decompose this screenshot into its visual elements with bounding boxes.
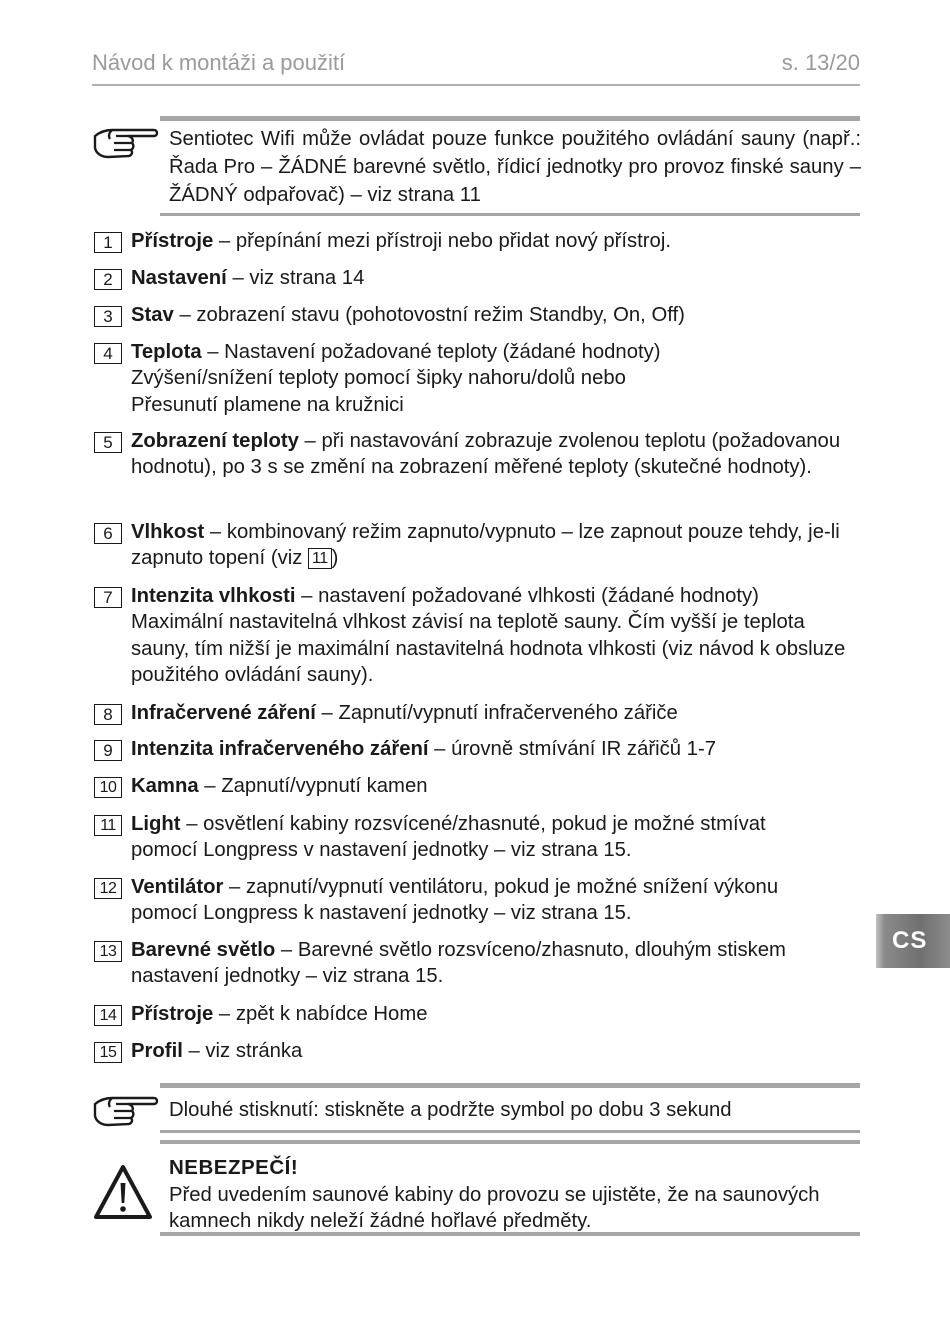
item-number: 15 — [94, 1042, 122, 1063]
pointing-hand-icon — [92, 1092, 160, 1130]
item-number: 2 — [94, 269, 122, 290]
hint-note-text: Sentiotec Wifi může ovládat pouze funkce použitého ovládání sauny (např.: Řada Pro – ŽÁDNÉ barevné světlo, řídicí jednotky pro provoz finské sauny – ŽÁDNÝ odpařovač) – viz strana 11 — [169, 128, 861, 206]
item-term: Zobrazení teploty — [131, 430, 299, 452]
item-number: 3 — [94, 306, 122, 327]
item-term: Teplota — [131, 341, 202, 363]
item-number: 7 — [94, 587, 122, 608]
item-term: Přístroje — [131, 230, 214, 252]
item-reference: 11 — [308, 548, 332, 569]
item-description: – zpět k nabídce Home — [213, 1003, 428, 1025]
item-number: 6 — [94, 523, 122, 544]
item-term: Přístroje — [131, 1003, 214, 1025]
danger-text: Před uvedením saunové kabiny do provozu se ujistěte, že na saunových kamnech nikdy neleží žádné hořlavé předměty. — [169, 1184, 820, 1232]
document-title: Návod k montáži a použití — [92, 50, 346, 75]
list-item — [94, 265, 864, 291]
list-item — [94, 1001, 864, 1027]
item-number: 8 — [94, 704, 122, 725]
list-item — [94, 736, 864, 762]
item-term: Ventilátor — [131, 876, 224, 898]
list-item — [94, 583, 856, 688]
item-number: 12 — [94, 878, 122, 899]
language-tab — [876, 914, 950, 968]
item-term: Infračervené záření — [131, 702, 316, 724]
item-term: Profil — [131, 1040, 183, 1062]
language-tab-label: CS — [892, 927, 928, 954]
longpress-note — [160, 1083, 860, 1133]
danger-title: NEBEZPEČÍ! — [169, 1156, 299, 1179]
item-term: Stav — [131, 304, 174, 326]
item-description: – osvětlení kabiny rozsvícené/zhasnuté, pokud je možné stmívat pomocí Longpress v nastavení jednotky – viz strana 15. — [131, 813, 766, 862]
item-term: Light — [131, 813, 181, 835]
list-item — [94, 937, 864, 990]
page-number: s. 13/20 — [781, 50, 860, 75]
list-item — [94, 228, 864, 254]
item-term: Nastavení — [131, 267, 227, 289]
item-description-end: ) — [331, 547, 339, 570]
item-number: 11 — [94, 815, 122, 836]
item-description-line: Přesunutí plamene na kružnici — [131, 393, 404, 416]
item-description: – zobrazení stavu (pohotovostní režim Standby, On, Off) — [173, 304, 685, 326]
item-description: – Nastavení požadované teploty (žádané hodnoty) — [201, 341, 661, 363]
danger-warning — [160, 1140, 860, 1236]
item-number: 5 — [94, 432, 122, 453]
item-term: Barevné světlo — [131, 939, 276, 961]
pointing-hand-icon — [92, 124, 160, 162]
item-number: 14 — [94, 1005, 122, 1026]
item-number: 1 — [94, 232, 122, 253]
list-item — [94, 302, 864, 328]
list-item — [94, 700, 864, 726]
item-description: – kombinovaný režim zapnuto/vypnuto – lze zapnout pouze tehdy, je-li zapnuto topení (viz — [131, 521, 840, 570]
item-description: – viz strana 14 — [226, 267, 365, 289]
list-item — [94, 874, 844, 927]
list-item — [94, 811, 834, 864]
item-number: 13 — [94, 941, 122, 962]
list-item — [94, 519, 864, 572]
item-description: – Barevné světlo rozsvíceno/zhasnuto, dlouhým stiskem nastavení jednotky – viz strana 15. — [131, 939, 786, 988]
item-description: – Zapnutí/vypnutí kamen — [198, 775, 428, 797]
item-term: Intenzita infračerveného záření — [131, 738, 429, 760]
list-item — [94, 428, 854, 481]
longpress-note-text: Dlouhé stisknutí: stiskněte a podržte symbol po dobu 3 sekund — [169, 1099, 732, 1121]
item-description: – viz stránka — [182, 1040, 303, 1062]
list-item — [94, 1038, 864, 1064]
list-item — [94, 773, 864, 799]
warning-triangle-icon — [92, 1163, 154, 1221]
item-number: 10 — [94, 777, 122, 798]
list-item — [94, 339, 864, 418]
item-description: – při nastavování zobrazuje zvolenou teplotu (požadovanou hodnotu), po 3 s se změní na zobrazení měřené teploty (skutečné hodnoty). — [131, 430, 841, 479]
item-number: 4 — [94, 343, 122, 364]
hint-note — [160, 116, 860, 216]
page-header — [92, 48, 860, 86]
item-description: – úrovně stmívání IR zářičů 1-7 — [428, 738, 716, 760]
item-term: Kamna — [131, 775, 199, 797]
item-description-line: Zvýšení/snížení teploty pomocí šipky nahoru/dolů nebo — [131, 367, 626, 390]
item-description: – Zapnutí/vypnutí infračerveného zářiče — [315, 702, 678, 724]
item-description: – zapnutí/vypnutí ventilátoru, pokud je možné snížení výkonu pomocí Longpress k nastavení jednotky – viz strana 15. — [131, 876, 779, 925]
item-description: – přepínání mezi přístroji nebo přidat nový přístroj. — [213, 230, 671, 252]
item-number: 9 — [94, 740, 122, 761]
item-term: Vlhkost — [131, 521, 205, 543]
item-description-line: Maximální nastavitelná vlhkost závisí na teplotě sauny. Čím vyšší je teplota sauny, tím nižší je maximální nastavitelná hodnota vlhkosti (viz návod k obsluze použitého ovládání sauny). — [131, 611, 846, 686]
item-term: Intenzita vlhkosti — [131, 585, 296, 607]
item-description: – nastavení požadované vlhkosti (žádané hodnoty) — [295, 585, 759, 607]
